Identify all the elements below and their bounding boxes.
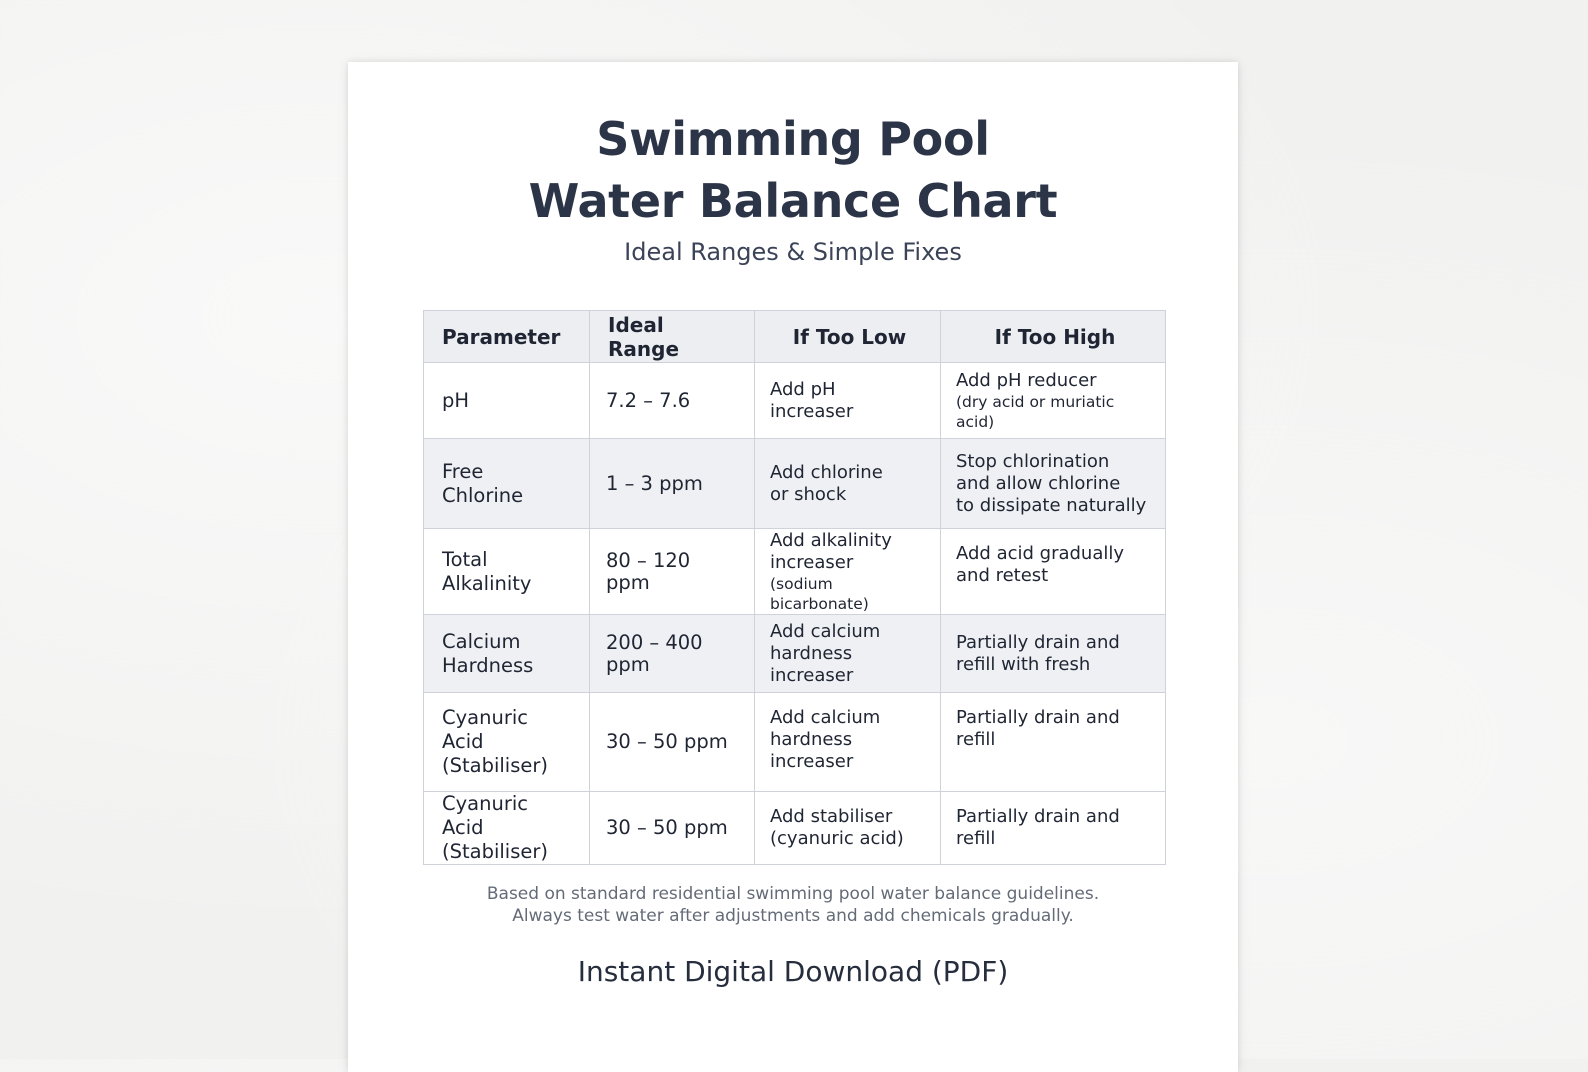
download-label: Instant Digital Download (PDF) bbox=[577, 955, 1009, 988]
title-line-1: Swimming Pool bbox=[596, 112, 990, 166]
parameter-text: Free bbox=[442, 459, 484, 483]
too-low-text: Add stabiliser bbox=[770, 806, 893, 827]
too-high-cell bbox=[941, 363, 1166, 439]
too-high-text: Add pH reducer bbox=[956, 369, 1097, 391]
too-high-text: Stop chlorination bbox=[956, 450, 1110, 472]
chart-sheet bbox=[348, 62, 1238, 1072]
too-high-cell bbox=[941, 792, 1166, 865]
too-high-cell bbox=[941, 529, 1166, 615]
too-low-text: hardness increaser bbox=[770, 729, 854, 772]
too-low-text: increaser bbox=[770, 551, 854, 573]
parameter-cell bbox=[424, 792, 590, 865]
too-high-note: (dry acid or muriatic acid) bbox=[956, 392, 1115, 431]
header-ideal-range: Ideal Range bbox=[590, 311, 755, 363]
range-cell: 200 – 400 ppm bbox=[590, 615, 755, 693]
too-high-cell bbox=[941, 439, 1166, 529]
too-low-text: increaser bbox=[770, 400, 854, 422]
too-low-text: hardness increaser bbox=[770, 642, 854, 686]
title-line-2: Water Balance Chart bbox=[528, 174, 1058, 228]
too-high-text: Add acid gradually bbox=[956, 543, 1125, 564]
subtitle: Ideal Ranges & Simple Fixes bbox=[624, 238, 962, 266]
too-low-note: (sodium bicarbonate) bbox=[770, 574, 869, 613]
table-row bbox=[424, 615, 1166, 693]
parameter-text: (Stabiliser) bbox=[442, 754, 548, 777]
range-cell: 80 – 120 ppm bbox=[590, 529, 755, 615]
table-row bbox=[424, 529, 1166, 615]
parameter-text: (Stabiliser) bbox=[442, 840, 548, 863]
too-low-cell bbox=[755, 529, 941, 615]
too-high-text: Partially drain and bbox=[956, 707, 1120, 728]
too-low-text: (cyanuric acid) bbox=[770, 828, 904, 849]
header-if-too-high: If Too High bbox=[941, 311, 1166, 363]
table-row bbox=[424, 363, 1166, 439]
range-cell: 30 – 50 ppm bbox=[590, 792, 755, 865]
parameter-cell bbox=[424, 693, 590, 792]
too-high-text: Partially drain and bbox=[956, 806, 1120, 827]
range-cell: 1 – 3 ppm bbox=[590, 439, 755, 529]
too-high-text: and retest bbox=[956, 565, 1049, 586]
parameter-text: Calcium bbox=[442, 629, 521, 653]
too-high-text: refill bbox=[956, 828, 996, 849]
too-high-text: Partially drain and bbox=[956, 631, 1120, 653]
parameter-text: Chlorine bbox=[442, 483, 524, 507]
parameter-text: Total bbox=[442, 547, 488, 571]
too-low-text: Add pH bbox=[770, 378, 836, 400]
too-low-text: Add chlorine bbox=[770, 461, 883, 483]
too-high-cell bbox=[941, 615, 1166, 693]
range-cell: 7.2 – 7.6 bbox=[590, 363, 755, 439]
parameter-cell bbox=[424, 615, 590, 693]
too-high-cell bbox=[941, 693, 1166, 792]
parameter-text: Cyanuric Acid bbox=[442, 792, 528, 839]
too-low-cell bbox=[755, 439, 941, 529]
parameter-cell bbox=[424, 439, 590, 529]
too-high-text: refill with fresh bbox=[956, 653, 1091, 675]
too-low-cell bbox=[755, 363, 941, 439]
header-parameter: Parameter bbox=[424, 311, 590, 363]
too-high-text: and allow chlorine bbox=[956, 472, 1121, 494]
too-low-cell bbox=[755, 792, 941, 865]
too-low-text: or shock bbox=[770, 483, 847, 505]
too-high-text: refill bbox=[956, 729, 996, 750]
too-low-text: Add alkalinity bbox=[770, 529, 892, 551]
too-high-text: to dissipate naturally bbox=[956, 494, 1147, 516]
parameter-text: pH bbox=[442, 388, 470, 412]
table-row bbox=[424, 439, 1166, 529]
header-if-too-low: If Too Low bbox=[755, 311, 941, 363]
parameter-text: Acid bbox=[442, 730, 484, 753]
too-low-cell bbox=[755, 693, 941, 792]
parameter-text: Cyanuric bbox=[442, 706, 528, 729]
table-row bbox=[424, 693, 1166, 792]
table-header-row bbox=[424, 311, 1166, 363]
parameter-text: Hardness bbox=[442, 653, 534, 677]
parameter-cell bbox=[424, 529, 590, 615]
too-low-text: Add calcium bbox=[770, 707, 881, 728]
parameter-cell bbox=[424, 363, 590, 439]
range-cell: 30 – 50 ppm bbox=[590, 693, 755, 792]
table-row bbox=[424, 792, 1166, 865]
too-low-cell bbox=[755, 615, 941, 693]
water-balance-table bbox=[423, 310, 1166, 865]
too-low-text: Add calcium bbox=[770, 620, 881, 642]
footnote-line-2: Always test water after adjustments and add chemicals gradually. bbox=[512, 906, 1074, 926]
footnote-line-1: Based on standard residential swimming pool water balance guidelines. bbox=[486, 884, 1100, 904]
parameter-text: Alkalinity bbox=[442, 571, 532, 595]
